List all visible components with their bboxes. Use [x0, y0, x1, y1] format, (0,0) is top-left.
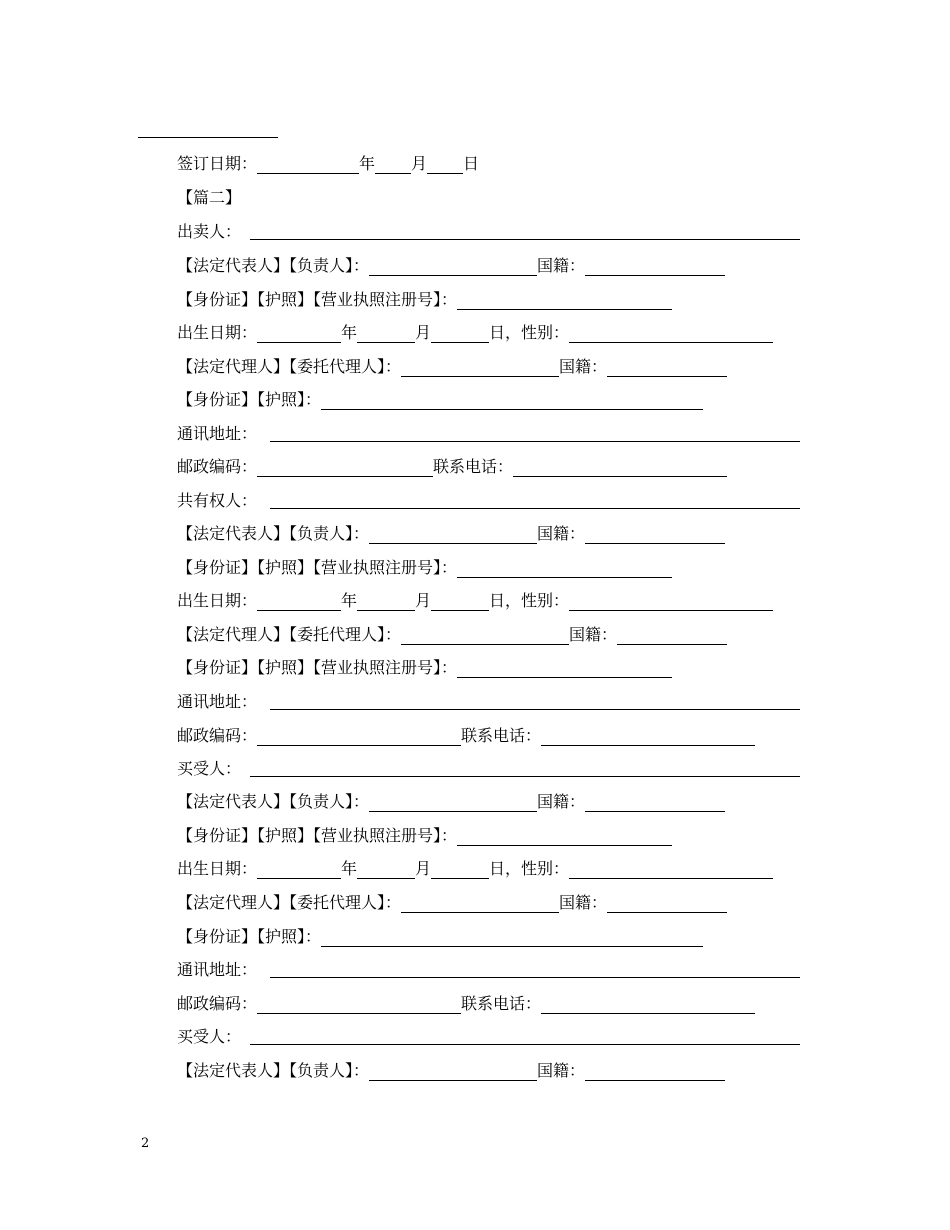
gender-blank[interactable]	[569, 325, 773, 343]
phone-label: 联系电话：	[461, 726, 542, 745]
address-blank[interactable]	[270, 960, 800, 978]
agent-label: 【法定代理人】【委托代理人】：	[177, 357, 402, 376]
co-owner-label: 共有权人：	[177, 491, 258, 510]
seller-postcode-line	[177, 457, 727, 477]
agent-blank[interactable]	[401, 627, 569, 645]
co-owner-birth-line	[177, 591, 773, 611]
month-label: 月	[411, 154, 428, 173]
nationality-label: 国籍：	[537, 256, 586, 275]
month-label: 月	[415, 323, 432, 342]
buyer-agent-line	[177, 893, 727, 913]
birth-month-blank[interactable]	[357, 861, 415, 879]
year-label: 年	[341, 323, 358, 342]
nationality-label: 国籍：	[569, 625, 618, 644]
id-blank[interactable]	[457, 828, 672, 846]
agent-blank[interactable]	[401, 895, 559, 913]
legal-rep-blank[interactable]	[369, 794, 537, 812]
month-label: 月	[415, 859, 432, 878]
buyer-birth-line	[177, 859, 773, 879]
nationality-blank[interactable]	[585, 526, 725, 544]
buyer-id-line	[177, 826, 672, 846]
legal-rep-label: 【法定代表人】【负责人】：	[177, 256, 370, 275]
id-blank[interactable]	[457, 660, 672, 678]
month-blank[interactable]	[375, 156, 411, 174]
co-owner-postcode-line	[177, 726, 755, 746]
agent-blank[interactable]	[401, 359, 559, 377]
phone-label: 联系电话：	[461, 994, 542, 1013]
id-blank[interactable]	[457, 560, 672, 578]
legal-rep-blank[interactable]	[369, 526, 537, 544]
signing-date-label: 签订日期：	[177, 154, 258, 173]
seller-id-line	[177, 290, 672, 310]
nationality-label: 国籍：	[537, 1061, 586, 1080]
year-label: 年	[341, 591, 358, 610]
id-label: 【身份证】【护照】：	[177, 927, 322, 946]
id-blank[interactable]	[321, 392, 703, 410]
birth-year-blank[interactable]	[257, 325, 341, 343]
nationality-blank[interactable]	[607, 359, 727, 377]
day-gender-label: 日，性别：	[489, 323, 570, 342]
birth-month-blank[interactable]	[357, 593, 415, 611]
address-label: 通讯地址：	[177, 960, 258, 979]
day-blank[interactable]	[427, 156, 463, 174]
seller-birth-line	[177, 323, 773, 343]
birth-day-blank[interactable]	[431, 325, 489, 343]
nationality-label: 国籍：	[537, 792, 586, 811]
buyer-label: 买受人：	[177, 1027, 242, 1046]
address-blank[interactable]	[270, 692, 800, 710]
buyer-label: 买受人：	[177, 759, 242, 778]
birth-year-blank[interactable]	[257, 861, 341, 879]
phone-blank[interactable]	[541, 996, 755, 1014]
id-label: 【身份证】【护照】【营业执照注册号】：	[177, 558, 458, 577]
buyer2-line	[177, 1027, 241, 1047]
gender-blank[interactable]	[569, 593, 773, 611]
birth-day-blank[interactable]	[431, 861, 489, 879]
agent-label: 【法定代理人】【委托代理人】：	[177, 893, 402, 912]
postcode-blank[interactable]	[257, 459, 433, 477]
day-gender-label: 日，性别：	[489, 859, 570, 878]
year-label: 年	[341, 859, 358, 878]
co-owner-line	[177, 491, 257, 511]
legal-rep-label: 【法定代表人】【负责人】：	[177, 792, 370, 811]
top-separator	[138, 137, 278, 138]
nationality-label: 国籍：	[559, 357, 608, 376]
seller-legal-rep-line	[177, 256, 725, 276]
birth-year-blank[interactable]	[257, 593, 341, 611]
seller-agent-line	[177, 357, 727, 377]
legal-rep-blank[interactable]	[369, 1063, 537, 1081]
co-owner-id-line	[177, 558, 672, 578]
nationality-blank[interactable]	[607, 895, 727, 913]
id-label: 【身份证】【护照】【营业执照注册号】：	[177, 290, 458, 309]
buyer-blank[interactable]	[250, 1027, 800, 1045]
address-label: 通讯地址：	[177, 424, 258, 443]
seller-blank[interactable]	[250, 222, 800, 240]
day-gender-label: 日，性别：	[489, 591, 570, 610]
month-label: 月	[415, 591, 432, 610]
nationality-blank[interactable]	[585, 794, 725, 812]
birth-date-label: 出生日期：	[177, 591, 258, 610]
postcode-blank[interactable]	[257, 728, 461, 746]
legal-rep-label: 【法定代表人】【负责人】：	[177, 1061, 370, 1080]
co-owner-blank[interactable]	[270, 491, 800, 509]
gender-blank[interactable]	[569, 861, 773, 879]
phone-label: 联系电话：	[433, 457, 514, 476]
phone-blank[interactable]	[541, 728, 755, 746]
nationality-label: 国籍：	[537, 524, 586, 543]
postcode-label: 邮政编码：	[177, 457, 258, 476]
birth-month-blank[interactable]	[357, 325, 415, 343]
buyer-postcode-line	[177, 994, 755, 1014]
seller-address-line	[177, 424, 257, 444]
nationality-blank[interactable]	[585, 1063, 725, 1081]
nationality-blank[interactable]	[585, 258, 725, 276]
co-owner-agent-line	[177, 625, 727, 645]
postcode-blank[interactable]	[257, 996, 461, 1014]
id-label: 【身份证】【护照】：	[177, 390, 322, 409]
birth-day-blank[interactable]	[431, 593, 489, 611]
id-blank[interactable]	[457, 292, 672, 310]
id-blank[interactable]	[321, 929, 703, 947]
legal-rep-label: 【法定代表人】【负责人】：	[177, 524, 370, 543]
address-blank[interactable]	[270, 424, 800, 442]
phone-blank[interactable]	[513, 459, 727, 477]
buyer-id-basic-line	[177, 927, 703, 947]
seller-line	[177, 222, 241, 242]
address-label: 通讯地址：	[177, 692, 258, 711]
buyer2-legal-rep-line	[177, 1061, 725, 1081]
id-label: 【身份证】【护照】【营业执照注册号】：	[177, 826, 458, 845]
page-number: 2	[141, 1136, 150, 1151]
agent-label: 【法定代理人】【委托代理人】：	[177, 625, 402, 644]
seller-label: 出卖人：	[177, 222, 242, 241]
birth-date-label: 出生日期：	[177, 323, 258, 342]
section-title: 【篇二】	[177, 188, 242, 207]
co-owner-legal-rep-line	[177, 524, 725, 544]
signing-date-line	[177, 154, 479, 174]
buyer-address-line	[177, 960, 257, 980]
day-label: 日	[463, 154, 480, 173]
postcode-label: 邮政编码：	[177, 726, 258, 745]
year-blank[interactable]	[257, 156, 359, 174]
nationality-blank[interactable]	[617, 627, 727, 645]
buyer-blank[interactable]	[250, 759, 800, 777]
year-label: 年	[359, 154, 376, 173]
seller-id-basic-line	[177, 390, 703, 410]
legal-rep-blank[interactable]	[369, 258, 537, 276]
co-owner-address-line	[177, 692, 257, 712]
nationality-label: 国籍：	[559, 893, 608, 912]
buyer-line	[177, 759, 241, 779]
co-owner-id2-line	[177, 658, 672, 678]
birth-date-label: 出生日期：	[177, 859, 258, 878]
postcode-label: 邮政编码：	[177, 994, 258, 1013]
buyer-legal-rep-line	[177, 792, 725, 812]
id-label: 【身份证】【护照】【营业执照注册号】：	[177, 658, 458, 677]
